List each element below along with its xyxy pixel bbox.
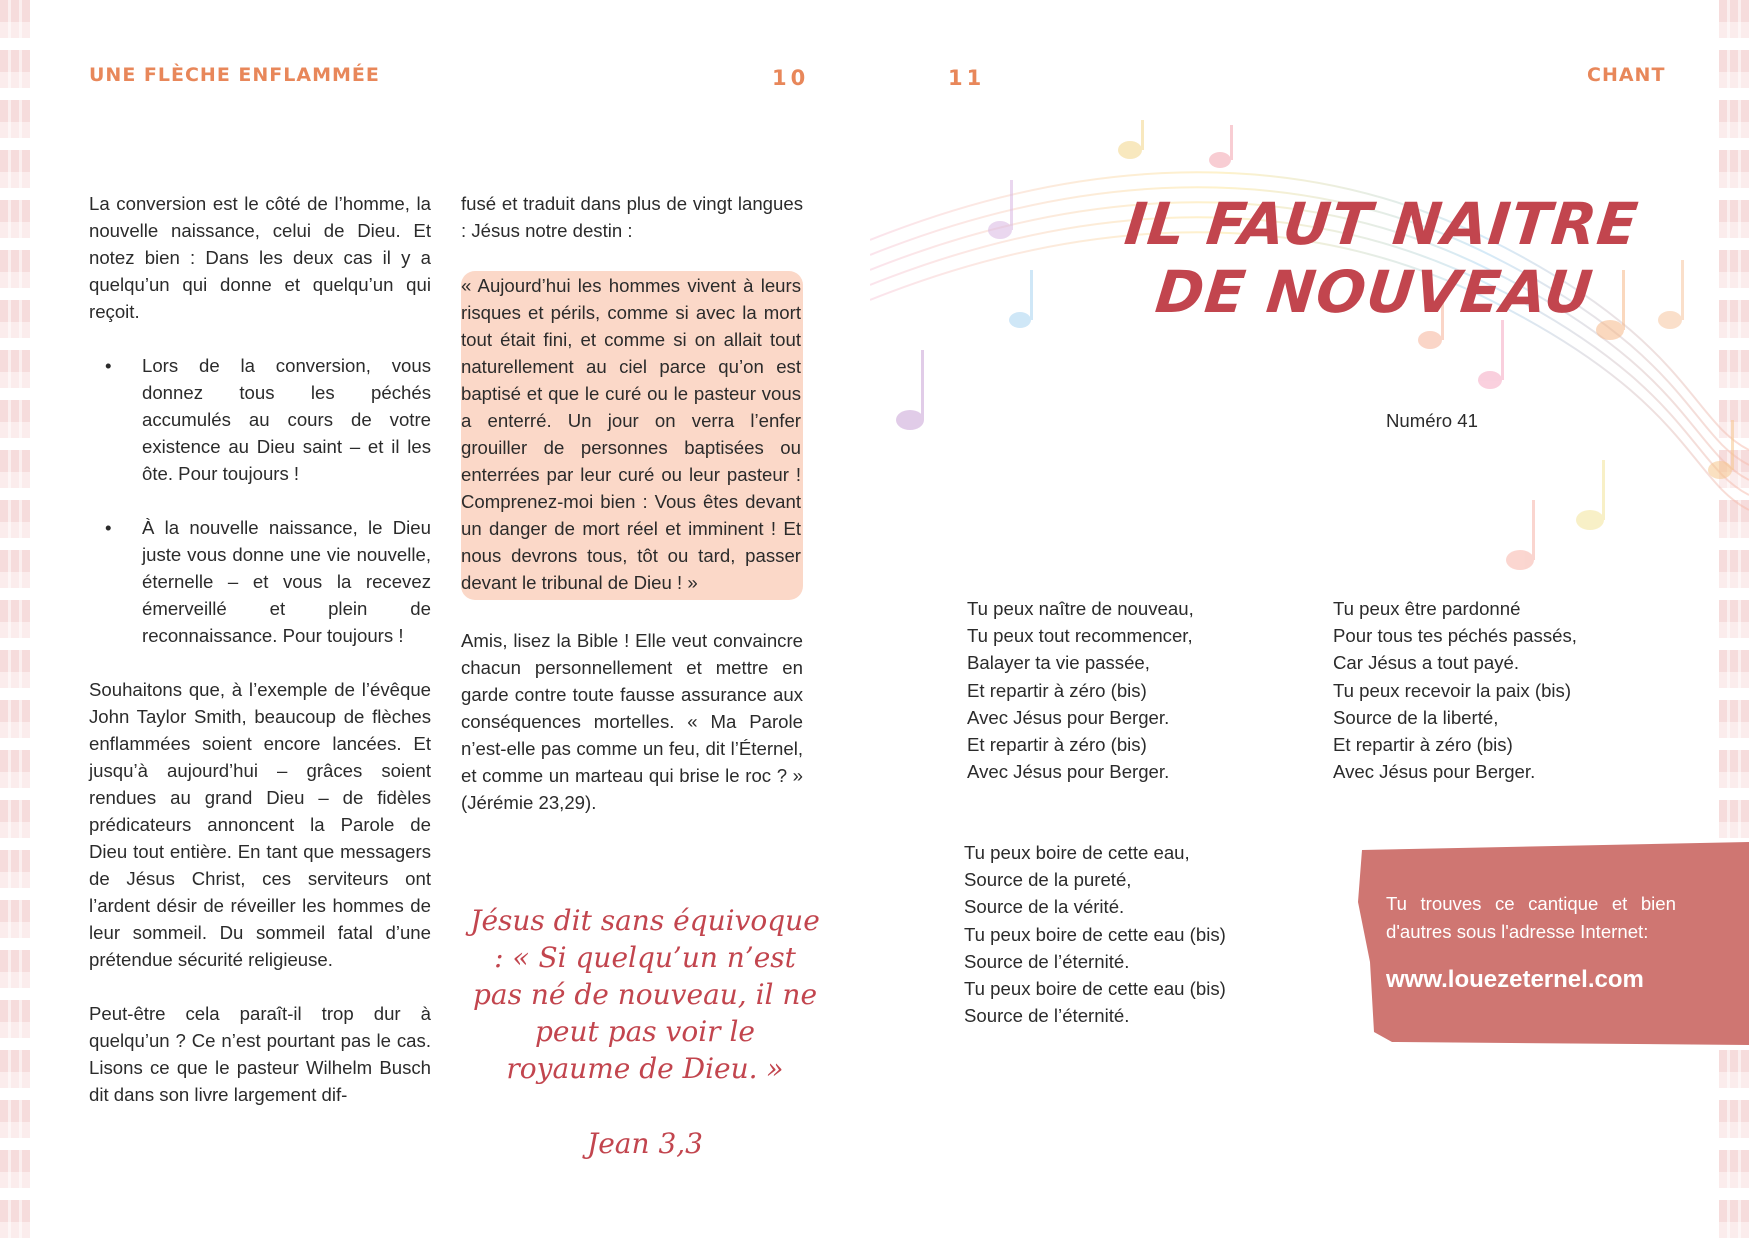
paragraph-conversion: La conversion est le côté de l’homme, la nouvelle naissance, celui de Dieu. Et notez bien : Dans les deux cas il y a quelqu’un qui donne et quelqu’un qui reçoit. <box>89 193 431 322</box>
lyric-line: Et repartir à zéro (bis) <box>967 679 1147 701</box>
lyric-line: Tu peux naître de nouveau, <box>967 598 1194 619</box>
scripture-quote-text: Jésus dit sans équivoque : « Si quelqu’un n’est pas né de nouveau, il ne peut pas voir le royaume de Dieu. » <box>470 904 820 1085</box>
paragraph-read-bible: Amis, lisez la Bible ! Elle veut convaincre chacun personnellement et mettre en garde contre toute fausse assurance aux conséquences mortelles. « Ma Parole n’est-elle pas comme un feu, dit l’Éternel, et comme un marteau qui brise le roc ? » (Jérémie 23,29). <box>461 630 803 813</box>
song-title-line-2: DE NOUVEAU <box>1152 258 1597 326</box>
left-column-1 <box>89 190 431 1135</box>
lyric-line: Tu peux boire de cette eau (bis) <box>964 978 1226 1000</box>
lyric-line: Avec Jésus pour Berger. <box>967 706 1170 728</box>
lyric-line: Source de la vérité. <box>964 896 1125 918</box>
website-link[interactable]: www.louezeternel.com <box>1386 966 1644 993</box>
bullet-item-conversion: • Lors de la conversion, vous donnez tous les péchés accumulés au cours de votre existence au Dieu saint – et il les ôte. Pour toujours ! <box>89 352 431 487</box>
lyric-line: Et repartir à zéro (bis) <box>1333 734 1513 756</box>
decorative-border-left <box>0 0 30 1241</box>
left-page-header: UNE FLÈCHE ENFLAMMÉE <box>89 64 380 86</box>
lyric-line: Source de l’éternité. <box>964 950 1130 972</box>
stanza-1 <box>967 595 1194 785</box>
song-title <box>1111 190 1645 326</box>
bullet-item-new-birth: • À la nouvelle naissance, le Dieu juste vous donne une vie nouvelle, éternelle – et vous la recevez émerveillé et plein de reconnaissance. Pour toujours ! <box>89 514 431 649</box>
lyric-line: Source de la liberté, <box>1333 706 1499 728</box>
right-page-header: CHANT <box>1587 64 1666 86</box>
lyric-line: Balayer ta vie passée, <box>967 652 1150 674</box>
lyric-line: Avec Jésus pour Berger. <box>1333 761 1536 783</box>
highlighted-quote: « Aujourd’hui les hommes vivent à leurs risques et périls, comme si avec la mort tout était fini, et comme si on allait tout naturellement au ciel parce qu’on est baptisé et que le curé ou le pasteur vous a enterré. Un jour on verra l’enfer grouiller de personnes baptisées ou enterrées par leur curé ou leur pasteur ! Comprenez-moi bien : Vous êtes devant un danger de mort réel et imminent ! Et nous devrons tous, tôt ou tard, passer devant le tribunal de Dieu ! » <box>461 271 803 600</box>
bullet-list <box>89 352 431 649</box>
lyric-line: Et repartir à zéro (bis) <box>967 734 1147 756</box>
lyric-line: Pour tous tes péchés passés, <box>1333 625 1577 647</box>
lyric-line: Tu peux tout recommencer, <box>967 625 1193 647</box>
lyric-line: Tu peux être pardonné <box>1333 598 1521 619</box>
paragraph-continued: fusé et traduit dans plus de vingt langues : Jésus notre destin : <box>461 193 803 241</box>
paragraph-john-taylor-smith: Souhaitons que, à l’exemple de l’évêque John Taylor Smith, beaucoup de flèches enflammées soient encore lancées. Et jusqu’à aujourd’hui – grâces soient rendues au grand Dieu – de fidèles prédicateurs annoncent la Parole de Dieu tout entière. En tant que messagers de Jésus Christ, ces serviteurs ont l’ardent désir de réveiller les hommes de leur sommeil. Du sommeil fatal d’une prétendue sécurité religieuse. <box>89 679 431 970</box>
lyric-line: Source de l’éternité. <box>964 1005 1130 1027</box>
lyric-line: Tu peux recevoir la paix (bis) <box>1333 679 1572 701</box>
left-column-2 <box>461 190 803 843</box>
left-page-number: 10 <box>772 66 810 90</box>
stanza-3 <box>964 839 1226 1029</box>
lyric-line: Tu peux boire de cette eau, <box>964 842 1190 863</box>
stanza-2 <box>1333 595 1577 785</box>
scripture-quote <box>470 902 820 1162</box>
song-number: Numéro 41 <box>1386 410 1478 431</box>
website-banner <box>1352 842 1749 1045</box>
lyric-line: Tu peux boire de cette eau (bis) <box>964 923 1226 945</box>
paragraph-wilhelm-busch: Peut-être cela paraît-il trop dur à quelqu’un ? Ce n’est pourtant pas le cas. Lisons ce que le pasteur Wilhelm Busch dit dans son livre largement dif- <box>89 1003 431 1105</box>
scripture-reference: Jean 3,3 <box>587 1127 703 1160</box>
banner-text: Tu trouves ce cantique et bien d'autres sous l'adresse Internet: <box>1386 893 1676 942</box>
right-page-number: 11 <box>948 66 986 90</box>
lyric-line: Avec Jésus pour Berger. <box>967 761 1170 783</box>
song-title-line-1: IL FAUT NAITRE <box>1121 190 1642 258</box>
lyric-line: Source de la pureté, <box>964 869 1132 891</box>
lyric-line: Car Jésus a tout payé. <box>1333 652 1520 674</box>
